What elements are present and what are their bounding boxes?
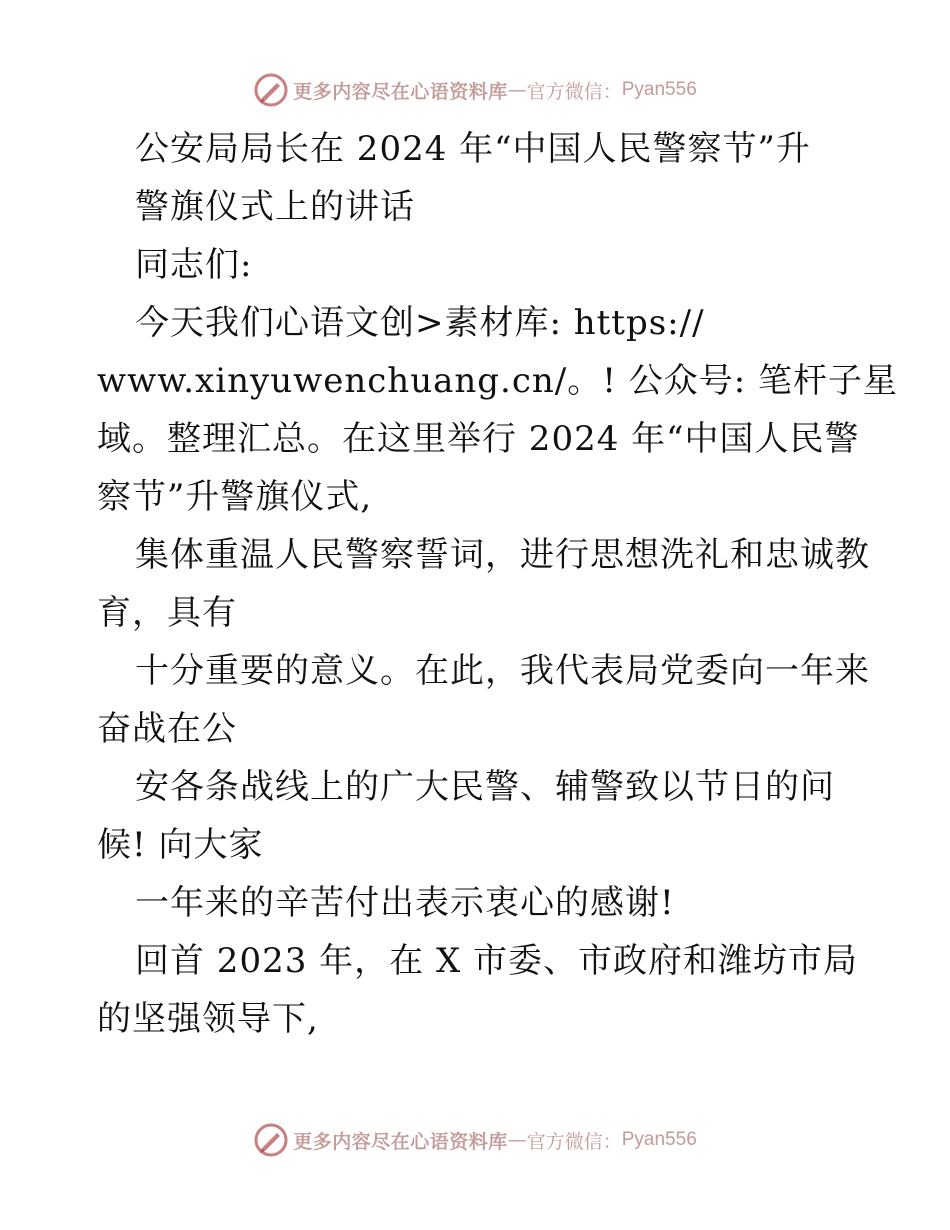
watermark-footer <box>0 1120 950 1160</box>
text-line: www.xinyuwenchuang.cn/。! 公众号: 笔杆子星 <box>97 361 898 401</box>
text-line: 候! 向大家 <box>97 825 264 865</box>
pen-logo-icon <box>253 72 289 108</box>
text-line: 警旗仪式上的讲话 <box>135 187 415 227</box>
watermark-sub-text: 官方微信： <box>526 1130 622 1153</box>
watermark-main-text: 更多内容尽在心语资料库 <box>293 1130 508 1153</box>
text-line: 一年来的辛苦付出表示衷心的感谢! <box>135 883 675 923</box>
watermark-id: Pyan556 <box>621 1129 697 1150</box>
document-body <box>97 120 898 1048</box>
watermark-header <box>0 70 950 110</box>
watermark-sub-text: 官方微信： <box>526 80 622 103</box>
text-line: 安各条战线上的广大民警、辅警致以节日的问 <box>135 767 835 807</box>
text-line: 奋战在公 <box>97 709 237 749</box>
text-line: 察节”升警旗仪式, <box>97 477 373 517</box>
watermark-separator: — <box>507 1129 527 1151</box>
watermark-id: Pyan556 <box>621 79 697 100</box>
text-line: 域。整理汇总。在这里举行 2024 年“中国人民警 <box>97 419 860 459</box>
text-line: 集体重温人民警察誓词，进行思想洗礼和忠诚教 <box>135 535 870 575</box>
watermark-separator: — <box>507 79 527 101</box>
text-line: 同志们: <box>135 245 253 285</box>
text-line: 的坚强领导下, <box>97 999 319 1039</box>
pen-logo-icon <box>253 1122 289 1158</box>
text-line: 公安局局长在 2024 年“中国人民警察节”升 <box>135 129 811 169</box>
text-line: 育，具有 <box>97 593 237 633</box>
text-line: 十分重要的意义。在此，我代表局党委向一年来 <box>135 651 870 691</box>
text-line: 回首 2023 年，在 X 市委、市政府和潍坊市局 <box>135 941 858 981</box>
watermark-main-text: 更多内容尽在心语资料库 <box>293 80 508 103</box>
text-line: 今天我们心语文创>素材库: https:// <box>135 303 705 343</box>
